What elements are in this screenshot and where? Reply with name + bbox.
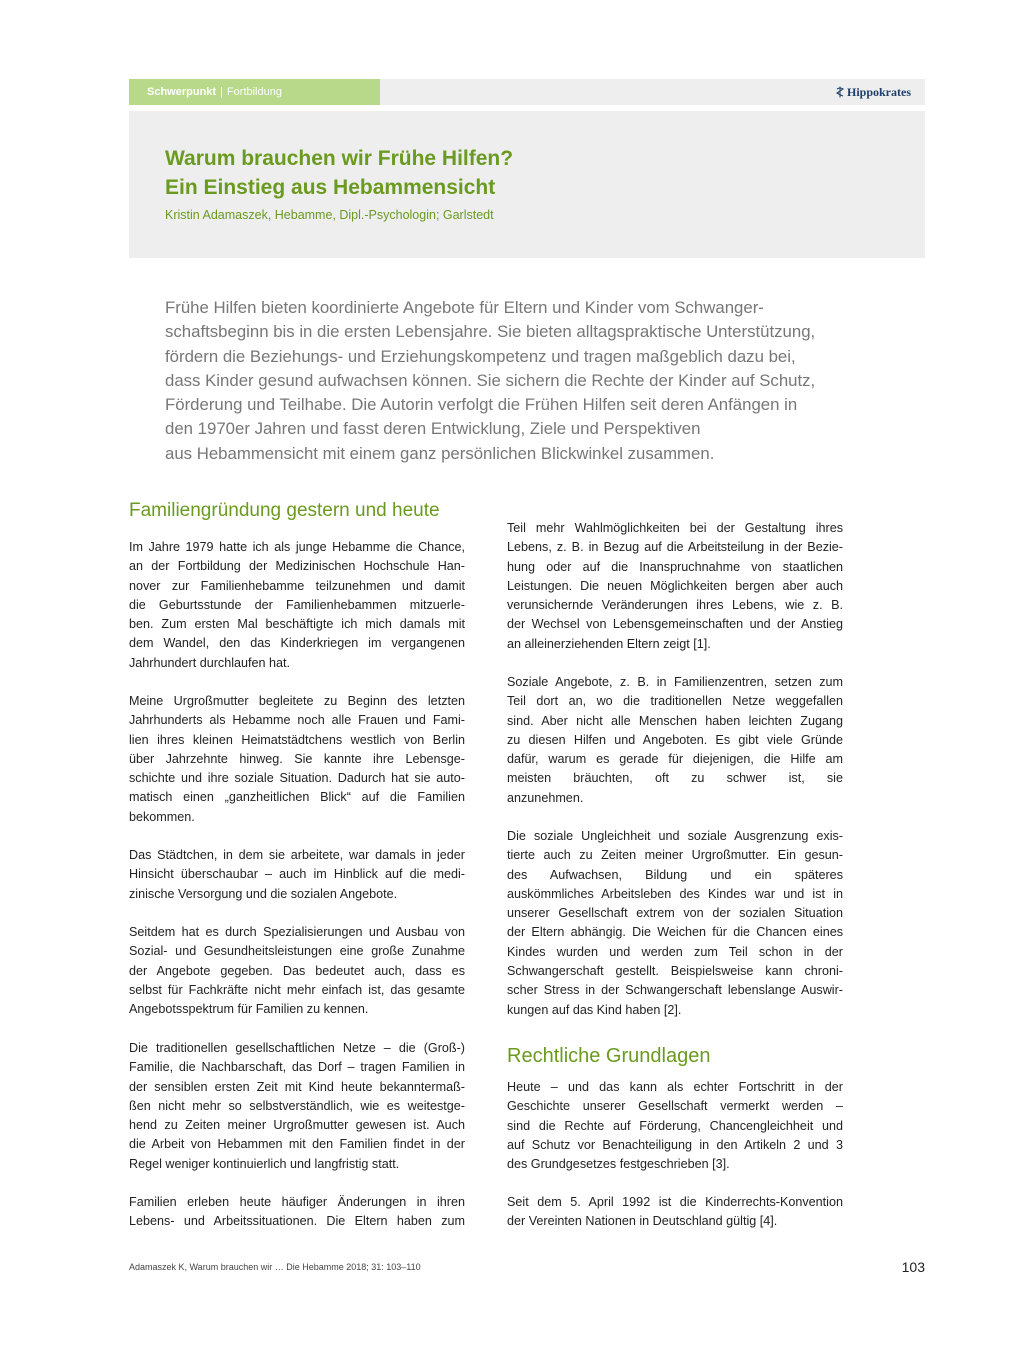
text-line: Schwangerschaft gestellt. Beispielsweise kann chroni-: [507, 964, 843, 979]
text-line: der sensiblen ersten Zeit mit Kind heute bekanntermaß-: [129, 1079, 465, 1094]
section-label: [129, 79, 380, 105]
text-line: über Jahrzehnte hinweg. Sie kannte ihre Lebensge-: [129, 751, 465, 766]
text-line: der Eltern abhängig. Die Weichen für die Chancen eines: [507, 925, 843, 940]
text-line: ßen nicht mehr so selbstverständlich, wie es weitestge-: [129, 1098, 465, 1113]
text-line: Das Städtchen, in dem sie arbeitete, war damals in jeder: [129, 848, 465, 862]
text-line: schichte und ihre soziale Situation. Dadurch hat sie auto-: [129, 771, 465, 786]
title-line: Ein Einstieg aus Hebammensicht: [165, 176, 496, 199]
page-number: 103: [901, 1259, 925, 1275]
text-line: unserer Gesellschaft extrem von der sozialen Situation: [507, 906, 843, 921]
paragraph: [129, 1193, 465, 1232]
text-line: Lebens, z. B. in Bezug auf die Arbeitsteilung in der Bezie-: [507, 540, 843, 555]
text-line: Angebotsspektrum für Familien zu kennen.: [129, 1002, 369, 1017]
abstract-line: aus Hebammensicht mit einem ganz persönlichen Blickwinkel zusammen.: [165, 443, 715, 463]
text-line: Geschichte unserer Gesellschaft vermerkt werden –: [507, 1099, 843, 1114]
publisher-name: Hippokrates: [846, 85, 911, 99]
text-line: an alleinerziehenden Eltern zeigt [1].: [507, 636, 711, 651]
section-separator: |: [220, 86, 223, 98]
article-title: [165, 144, 865, 202]
text-line: lien ihres kleinen Heimatstädtchens westlich von Berlin: [129, 732, 465, 747]
paragraph: [129, 538, 465, 673]
section-heading-familie: Familiengründung gestern und heute: [129, 500, 440, 521]
text-line: des Grundgesetzes festgeschrieben [3].: [507, 1157, 730, 1172]
text-line: Leistungen. Die neuen Möglichkeiten bergen aber auch: [507, 578, 843, 593]
text-line: Sozial- und Gesundheitsleistungen eine große Zunahme: [129, 944, 465, 959]
text-line: Hinsicht überschaubar – auch im Hinblick auf die medi-: [129, 867, 465, 882]
text-line: kungen auf das Kind haben [2].: [507, 1002, 682, 1017]
footer-citation: Adamaszek K, Warum brauchen wir … Die Hebamme 2018; 31: 103–110: [129, 1262, 421, 1272]
text-line: sind die Rechte auf Förderung, Chancengleichheit und: [507, 1118, 843, 1133]
text-line: Soziale Angebote, z. B. in Familienzentren, setzen zum: [507, 675, 843, 689]
title-line: Warum brauchen wir Frühe Hilfen?: [165, 147, 514, 170]
text-line: Regel weniger kontinuierlich und langfristig statt.: [129, 1156, 400, 1171]
text-line: auf Schutz vor Benachteiligung in den Artikeln 2 und 3: [507, 1137, 843, 1152]
text-line: Familien erleben heute häufiger Änderungen in ihren: [129, 1195, 465, 1209]
text-line: sind. Aber nicht alle Menschen haben leichten Zugang: [507, 713, 843, 728]
abstract-line: Frühe Hilfen bieten koordinierte Angebote für Eltern und Kinder vom Schwanger-: [165, 298, 764, 317]
text-line: Jahrhundert durchlaufen hat.: [129, 655, 291, 670]
text-line: selbst für Fachkräfte nicht mehr einfach ist, das gesamte: [129, 982, 465, 997]
title-box: [129, 111, 925, 258]
text-line: hung oder auf die Inanspruchnahme von staatlichen: [507, 559, 843, 574]
text-line: der Angebote gegeben. Das bedeutet auch, dass es: [129, 963, 465, 978]
text-line: ben. Zum ersten Mal beschäftigte ich mich damals mit: [129, 617, 465, 632]
paragraph: [129, 923, 465, 1019]
paragraph: [129, 846, 465, 904]
text-line: verunsichernde Veränderungen ihres Lebens, wie z. B.: [507, 598, 843, 613]
text-line: die Arbeit von Hebammen mit den Familien findet in der: [129, 1137, 465, 1152]
text-line: tierte auch zu Zeiten meiner Urgroßmutter. Ein gesun-: [507, 848, 843, 863]
caduceus-icon: [836, 86, 844, 98]
text-line: Teil mehr Wahlmöglichkeiten bei der Gestaltung ihres: [507, 521, 843, 535]
text-line: auskömmliches Arbeitsleben des Kindes war und ist in: [507, 886, 843, 901]
text-line: Heute – und das kann als echter Fortschritt in der: [507, 1080, 843, 1094]
paragraph: [507, 827, 843, 1020]
text-line: der Vereinten Nationen in Deutschland gültig [4].: [507, 1214, 778, 1229]
text-line: hend zu Zeiten meiner Urgroßmutter gewesen ist. Auch: [129, 1118, 465, 1133]
text-line: nover zur Familienhebamme teilzunehmen und damit: [129, 578, 465, 593]
text-line: Teil dort an, wo die traditionellen Netze weggefallen: [507, 694, 843, 709]
text-line: dem Wandel, den das Kinderkriegen im vergangenen: [129, 636, 465, 651]
text-line: Die traditionellen gesellschaftlichen Netze – die (Groß-): [129, 1041, 465, 1055]
abstract-line: den 1970er Jahren und fasst deren Entwicklung, Ziele und Perspektiven: [165, 419, 701, 439]
text-line: anzunehmen.: [507, 790, 584, 805]
abstract-line: dass Kinder gesund aufwachsen können. Sie sichern die Rechte der Kinder auf Schutz,: [165, 370, 816, 390]
article-authors: Kristin Adamaszek, Hebamme, Dipl.-Psychologin; Garlstedt: [165, 208, 494, 222]
text-line: Meine Urgroßmutter begleitete zu Beginn des letzten: [129, 694, 465, 708]
paragraph: [507, 1193, 843, 1232]
text-line: meisten bräuchten, oft zu schwer ist, sie: [507, 771, 843, 786]
text-line: dafür, warum es gerade für diejenigen, die Hilfe am: [507, 752, 843, 767]
text-line: Kindes wurden und werden zum Teil schon in der: [507, 944, 843, 959]
text-line: zu diesen Hilfen und Angeboten. Es gibt viele Gründe: [507, 732, 843, 747]
text-line: Im Jahre 1979 hatte ich als junge Hebamme die Chance,: [129, 540, 465, 554]
text-line: des Aufwachsen, Bildung und ein späteres: [507, 867, 843, 882]
section-name: Schwerpunkt: [147, 86, 217, 98]
text-line: an der Fortbildung der Medizinischen Hochschule Han-: [129, 559, 465, 574]
abstract-line: fördern die Beziehungs- und Erziehungskompetenz und tragen maßgeblich dazu bei,: [165, 346, 796, 366]
header-bar: [129, 79, 925, 105]
abstract-line: Förderung und Teilhabe. Die Autorin verfolgt die Frühen Hilfen seit deren Anfängen in: [165, 395, 798, 415]
text-line: Jahrhunderts als Hebamme noch alle Frauen und Fami-: [129, 713, 465, 728]
text-line: die Geburtsstunde der Familienhebammen mitzuerle-: [129, 597, 465, 612]
text-line: Seit dem 5. April 1992 ist die Kinderrechts-Konvention: [507, 1195, 843, 1209]
text-line: zinische Versorgung und die sozialen Angebote.: [129, 886, 398, 901]
paragraph: [129, 692, 465, 827]
text-line: matisch einen „ganzheitlichen Blick“ auf die Familien: [129, 790, 465, 805]
text-line: Seitdem hat es durch Spezialisierungen und Ausbau von: [129, 925, 465, 939]
text-line: Die soziale Ungleichheit und soziale Ausgrenzung exis-: [507, 829, 843, 843]
text-line: Lebens- und Arbeitssituationen. Die Eltern haben zum: [129, 1214, 465, 1229]
subsection-name: Fortbildung: [226, 86, 282, 98]
text-line: bekommen.: [129, 809, 195, 824]
section-heading-recht: Rechtliche Grundlagen: [507, 1045, 711, 1067]
abstract-line: schaftsbeginn bis in die ersten Lebensjahre. Sie bieten alltagspraktische Unterstützung,: [165, 322, 816, 342]
publisher-logo: [836, 79, 911, 105]
text-line: scher Stress in der Schwangerschaft lebenslange Auswir-: [507, 983, 843, 998]
text-line: Familie, die Nachbarschaft, das Dorf – tragen Familien in: [129, 1060, 465, 1075]
paragraph: [507, 673, 843, 808]
text-line: der Wechsel von Lebensgemeinschaften und der Anstieg: [507, 617, 843, 632]
paragraph: [507, 519, 843, 654]
abstract: [165, 296, 849, 466]
paragraph: [129, 1039, 465, 1174]
paragraph: [507, 1078, 843, 1174]
